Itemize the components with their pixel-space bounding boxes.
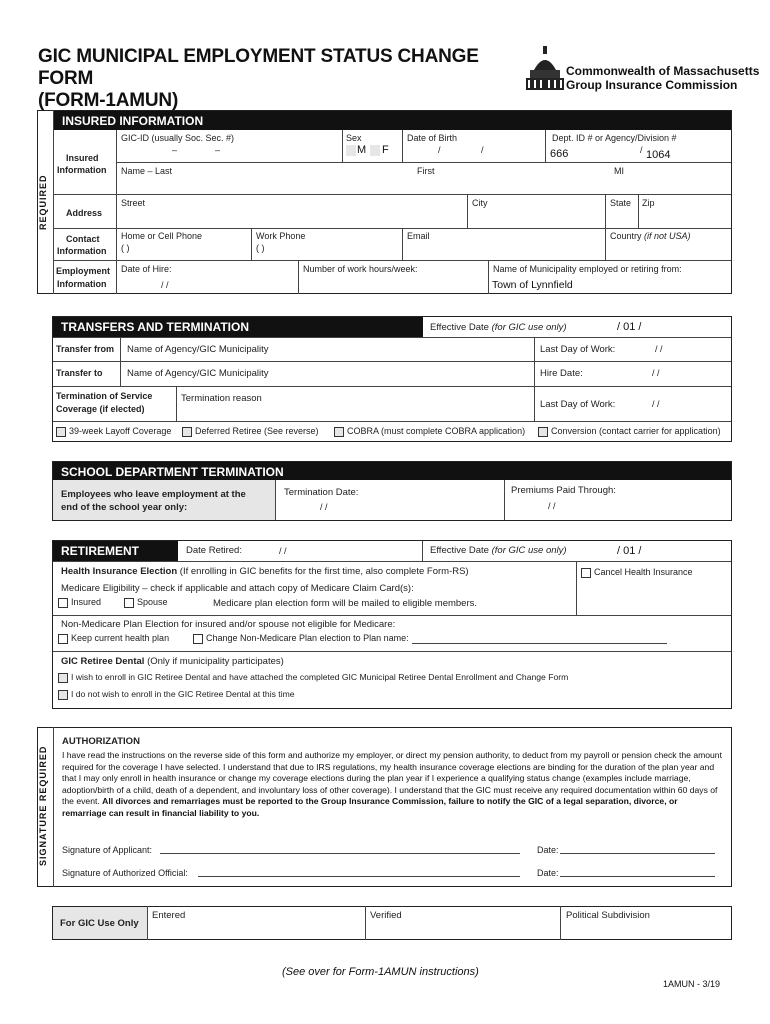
school-header <box>53 462 731 480</box>
date-line-2[interactable] <box>560 876 715 877</box>
work-phone-label: Work Phone <box>256 231 306 241</box>
retirement-effective-label <box>430 545 567 556</box>
spouse-option[interactable] <box>124 597 168 608</box>
last-day-seps-2[interactable]: / / <box>652 399 660 409</box>
plan-name-line <box>412 643 667 644</box>
dob-sep-1: / <box>438 145 441 155</box>
hire-date-seps[interactable]: / / <box>652 368 660 378</box>
non-medicare-line: Non-Medicare Plan Election for insured and/or spouse not eligible for Medicare: <box>61 619 396 630</box>
hours-label: Number of work hours/week: <box>303 264 418 274</box>
term-service-label-1: Termination of Service <box>56 391 153 401</box>
date-line-1[interactable] <box>560 853 715 854</box>
email-label: Email <box>407 231 430 241</box>
sig-official-label: Signature of Authorized Official: <box>62 868 188 878</box>
date-hire-seps[interactable]: / / <box>161 280 169 290</box>
premiums-label: Premiums Paid Through: <box>511 485 616 496</box>
dept-id-label: Dept. ID # or Agency/Division # <box>552 133 677 143</box>
transfers-header <box>53 317 423 337</box>
term-date-label: Termination Date: <box>284 487 359 498</box>
opt-deferred[interactable] <box>182 426 319 437</box>
address-label: Address <box>66 208 103 218</box>
dob-sep-2: / <box>481 145 484 155</box>
dental-decline-option[interactable] <box>58 689 295 700</box>
keep-plan-option[interactable] <box>58 633 169 644</box>
dental-rest: (Only if municipality participates) <box>147 656 284 667</box>
gic-id-label: GIC-ID (usually Soc. Sec. #) <box>121 133 235 143</box>
change-plan-checkbox[interactable] <box>193 634 203 644</box>
required-side-label: REQUIRED <box>38 174 48 230</box>
country-label <box>610 231 691 241</box>
contact-label-1: Contact <box>66 234 100 244</box>
country-text: Country <box>610 231 642 241</box>
dob-label: Date of Birth <box>407 133 458 143</box>
keep-plan-checkbox[interactable] <box>58 634 68 644</box>
authorization-text-bold: All divorces and remarriages must be reported to the Group Insurance Commission, failure to notify the GIC of a legal separation, divorce, or remarriage can result in financial liability to you. <box>62 796 678 818</box>
date-retired-seps[interactable]: / / <box>279 546 287 556</box>
school-desc-2: end of the school year only: <box>61 502 188 513</box>
change-plan-option[interactable] <box>193 633 409 644</box>
term-service-label-2: Coverage (if elected) <box>56 404 145 414</box>
date-label-2: Date: <box>537 868 559 878</box>
transfers-effective-note: (for GIC use only) <box>491 322 567 333</box>
contact-label-2: Information <box>57 246 107 256</box>
mi-label: MI <box>614 166 624 176</box>
name-last-label: Name – Last <box>121 166 173 176</box>
dental-decline-text: I do not wish to enroll in the GIC Retiree Dental at this time <box>71 689 295 699</box>
state-label: State <box>610 198 632 208</box>
spouse-option-text: Spouse <box>137 597 168 607</box>
employment-label-1: Employment <box>56 266 111 276</box>
logo-line-2: Group Insurance Commission <box>566 78 738 92</box>
last-day-label-1: Last Day of Work: <box>540 344 616 355</box>
layoff-checkbox[interactable] <box>56 427 66 437</box>
insured-option-text: Insured <box>71 597 102 607</box>
last-day-label-2: Last Day of Work: <box>540 399 616 410</box>
insured-checkbox[interactable] <box>58 598 68 608</box>
logo-line-1: Commonwealth of Massachusetts <box>566 64 760 78</box>
medicare-note: Medicare plan election form will be mailed to eligible members. <box>213 598 478 609</box>
transfers-effective-label <box>430 322 567 333</box>
opt-deferred-text: Deferred Retiree (See reverse) <box>195 426 319 436</box>
sig-official-line[interactable] <box>198 876 520 877</box>
school-desc-1: Employees who leave employment at the <box>61 489 246 500</box>
work-phone-parens[interactable]: ( ) <box>256 243 265 253</box>
gic-entered-label: Entered <box>152 910 186 921</box>
authorization-text-1: I have read the instructions on the reverse side of this form and authorize my employer, or direct my pension authority, to deduct from my payroll or pension check the amount required for the coverage I have selected. I understand that due to IRS regulations, my health insurance coverage elections are binding for the duration of the plan year and that I may only enroll in health insurance or change my coverage elections during the plan year if I experience a qualifying status change (examples include marriage, adoption/birth of a child, death of a dependent, and involuntary loss of other coverage). I understand that the GIC must receive any required documentation within 60 days of the event. <box>62 750 722 807</box>
municipality-value[interactable]: Town of Lynnfield <box>492 279 573 291</box>
statehouse-logo-icon <box>522 44 568 96</box>
retirement-effective-text: Effective Date <box>430 545 489 556</box>
cancel-health-checkbox[interactable] <box>581 568 591 578</box>
spouse-checkbox[interactable] <box>124 598 134 608</box>
signature-required-side-label: SIGNATURE REQUIRED <box>38 745 48 866</box>
dept-id-value[interactable]: 666 <box>550 148 569 160</box>
opt-cobra[interactable] <box>334 426 525 437</box>
transfers-effective-text: Effective Date <box>430 322 489 333</box>
gic-use-label: For GIC Use Only <box>60 918 139 929</box>
sex-f-label: F <box>382 144 389 156</box>
cancel-health[interactable] <box>581 567 693 578</box>
transfers-header-text: TRANSFERS AND TERMINATION <box>61 320 249 334</box>
home-phone-parens[interactable]: ( ) <box>121 243 130 253</box>
cobra-checkbox[interactable] <box>334 427 344 437</box>
date-label-1: Date: <box>537 845 559 855</box>
health-election-bold: Health Insurance Election <box>61 566 178 577</box>
gic-political-label: Political Subdivision <box>566 910 650 921</box>
dental-enroll-text: I wish to enroll in GIC Retiree Dental and have attached the completed GIC Municipal Retiree Dental Enrollment and Change Form <box>71 672 569 682</box>
health-election <box>61 566 469 577</box>
term-date-seps[interactable]: / / <box>320 502 328 512</box>
footer-note: (See over for Form-1AMUN instructions) <box>282 966 479 978</box>
authorization-text <box>62 750 722 820</box>
title-line-1: GIC MUNICIPAL EMPLOYMENT STATUS CHANGE FORM <box>38 46 479 89</box>
sex-m-checkbox[interactable] <box>346 145 356 156</box>
school-header-text: SCHOOL DEPARTMENT TERMINATION <box>61 465 284 479</box>
opt-layoff-text: 39-week Layoff Coverage <box>69 426 172 436</box>
sex-label: Sex <box>346 133 362 143</box>
medicare-line: Medicare Eligibility – check if applicable and attach copy of Medicare Claim Card(s): <box>61 583 414 594</box>
country-note: (if not USA) <box>644 231 691 241</box>
conversion-checkbox[interactable] <box>538 427 548 437</box>
employment-label-2: Information <box>57 279 107 289</box>
retirement-effective-note: (for GIC use only) <box>491 545 567 556</box>
change-plan-text: Change Non-Medicare Plan election to Plan name: <box>206 633 409 643</box>
dept-id-sep: / <box>640 145 643 155</box>
premiums-seps[interactable]: / / <box>548 501 556 511</box>
opt-layoff[interactable] <box>56 426 171 437</box>
retirement-header-text: RETIREMENT <box>61 544 139 558</box>
keep-plan-text: Keep current health plan <box>71 633 170 643</box>
division-value[interactable]: 1064 <box>646 149 671 161</box>
form-code: 1AMUN - 3/19 <box>663 979 721 989</box>
dental-enroll-option[interactable] <box>58 672 568 683</box>
transfer-from-label: Transfer from <box>56 344 115 354</box>
municipality-label: Name of Municipality employed or retiring from: <box>493 264 682 274</box>
retirement-header <box>53 541 178 561</box>
hire-date-label: Hire Date: <box>540 368 583 379</box>
dental-enroll-checkbox[interactable] <box>58 673 68 683</box>
sex-f-checkbox[interactable] <box>370 145 380 156</box>
term-reason-label: Termination reason <box>181 393 262 404</box>
opt-conversion-text: Conversion (contact carrier for application) <box>551 426 721 436</box>
retirement-effective-value: / 01 / <box>617 545 642 557</box>
authorization-header: AUTHORIZATION <box>62 736 140 747</box>
insured-info-label-2: Information <box>57 165 107 175</box>
school-desc-bg <box>53 480 275 520</box>
agency-label-1: Name of Agency/GIC Municipality <box>127 344 269 355</box>
date-retired-label: Date Retired: <box>186 545 242 556</box>
insured-option[interactable] <box>58 597 101 608</box>
last-day-seps-1[interactable]: / / <box>655 344 663 354</box>
health-election-rest: (If enrolling in GIC benefits for the first time, also complete Form-RS) <box>179 566 469 577</box>
dental-decline-checkbox[interactable] <box>58 690 68 700</box>
page-title <box>38 46 518 112</box>
transfers-effective-value: / 01 / <box>617 321 642 333</box>
agency-label-2: Name of Agency/GIC Municipality <box>127 368 269 379</box>
sig-applicant-line[interactable] <box>160 853 520 854</box>
sex-m-label: M <box>357 144 367 156</box>
transfer-to-label: Transfer to <box>56 368 103 378</box>
zip-label: Zip <box>642 198 655 208</box>
insured-header-text: INSURED INFORMATION <box>62 114 204 128</box>
gic-id-sep-2: – <box>215 145 221 155</box>
city-label: City <box>472 198 488 208</box>
dental-line <box>61 656 284 667</box>
date-hire-label: Date of Hire: <box>121 264 172 274</box>
street-label: Street <box>121 198 146 208</box>
deferred-checkbox[interactable] <box>182 427 192 437</box>
gic-id-sep-1: – <box>172 145 178 155</box>
dental-bold: GIC Retiree Dental <box>61 656 145 667</box>
logo-text <box>566 64 759 92</box>
opt-conversion[interactable] <box>538 426 721 437</box>
cancel-health-text: Cancel Health Insurance <box>594 567 693 577</box>
insured-header <box>54 111 731 130</box>
opt-cobra-text: COBRA (must complete COBRA application) <box>347 426 526 436</box>
gic-verified-label: Verified <box>370 910 402 921</box>
sig-applicant-label: Signature of Applicant: <box>62 845 153 855</box>
first-name-label: First <box>417 166 435 176</box>
insured-info-label-1: Insured <box>66 153 99 163</box>
home-phone-label: Home or Cell Phone <box>121 231 203 241</box>
title-line-2: (FORM-1AMUN) <box>38 90 179 111</box>
